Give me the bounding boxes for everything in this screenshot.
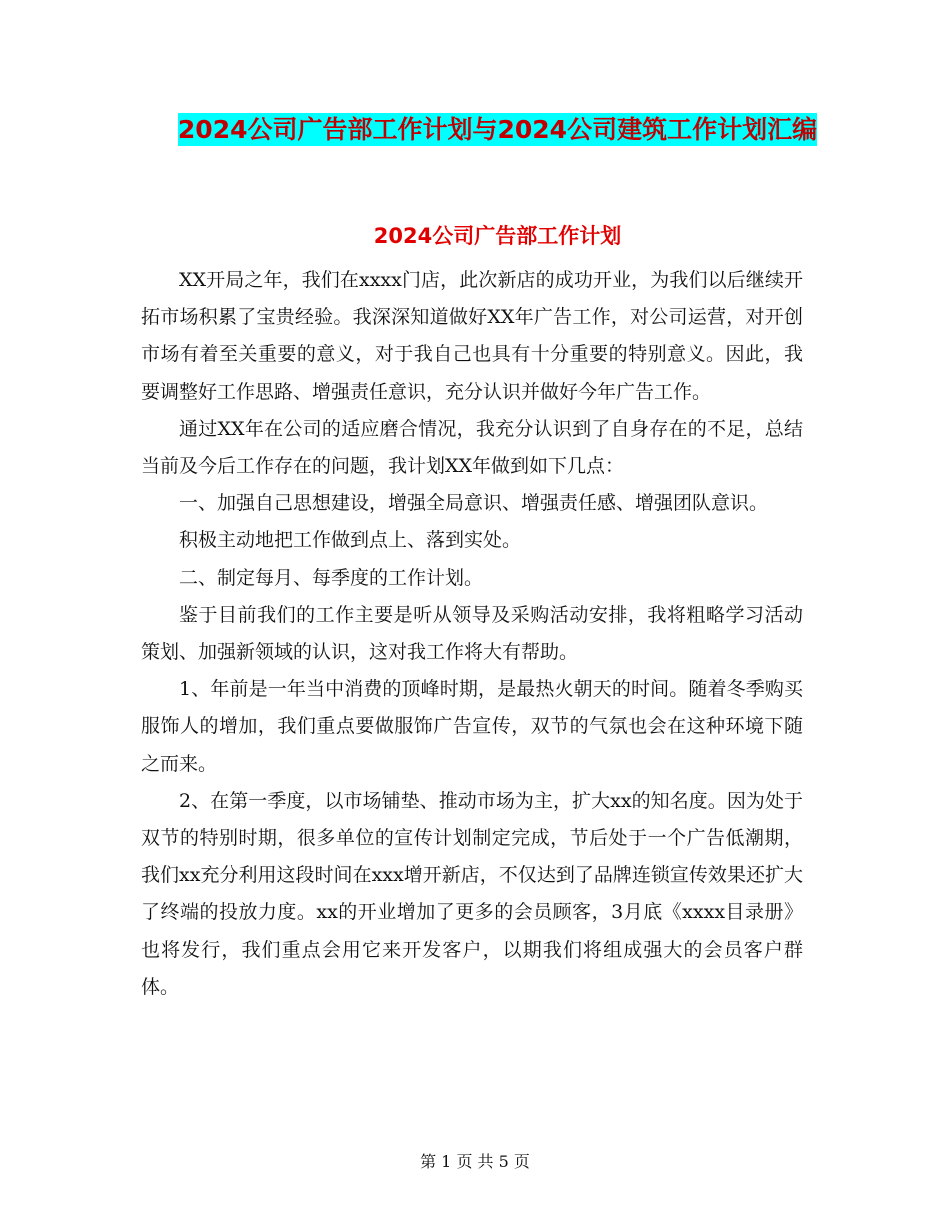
paragraph: XX开局之年，我们在xxxx门店，此次新店的成功开业，为我们以后继续开拓市场积累了宝贵经验。我深深知道做好XX年广告工作，对公司运营，对开创市场有着至关重要的意义，对于我自己也具有十分重要的特别意义。因此，我要调整好工作思路、增强责任意识，充分认识并做好今年广告工作。 (141, 269, 803, 403)
document-body (141, 262, 803, 1006)
paragraph: 鉴于目前我们的工作主要是听从领导及采购活动安排，我将粗略学习活动策划、加强新领域的认识，这对我工作将大有帮助。 (141, 603, 803, 664)
document-title (140, 108, 855, 152)
section-title: 2024公司广告部工作计划 (373, 224, 622, 248)
paragraph: 通过XX年在公司的适应磨合情况，我充分认识到了自身存在的不足，总结当前及今后工作存在的问题，我计划XX年做到如下几点： (141, 417, 803, 478)
paragraph: 2、在第一季度，以市场铺垫、推动市场为主，扩大xx的知名度。因为处于双节的特别时期，很多单位的宣传计划制定完成，节后处于一个广告低潮期，我们xx充分利用这段时间在xxx增开新店，不仅达到了品牌连锁宣传效果还扩大了终端的投放力度。xx的开业增加了更多的会员顾客，3月底《xxxx目录册》也将发行，我们重点会用它来开发客户，以期我们将组成强大的会员客户群体。 (141, 789, 803, 998)
document-title-text: 2024公司广告部工作计划与2024公司建筑工作计划汇编 (177, 115, 818, 144)
paragraph: 1、年前是一年当中消费的顶峰时期，是最热火朝天的时间。随着冬季购买服饰人的增加，我们重点要做服饰广告宣传，双节的气氛也会在这种环境下随之而来。 (141, 678, 803, 775)
paragraph: 积极主动地把工作做到点上、落到实处。 (179, 529, 522, 552)
paragraph: 一、加强自己思想建设，增强全局意识、增强责任感、增强团队意识。 (179, 492, 769, 515)
page-footer: 第 1 页 共 5 页 (420, 1152, 530, 1171)
paragraph: 二、制定每月、每季度的工作计划。 (179, 566, 484, 589)
